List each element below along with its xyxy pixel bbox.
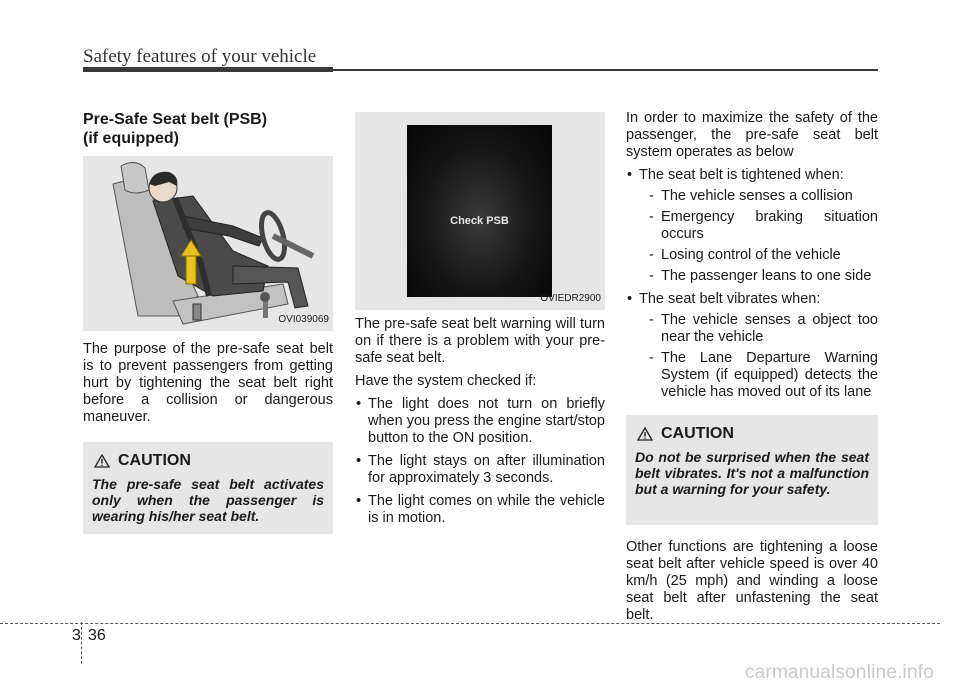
driver-seat-illustration: [83, 156, 333, 331]
page-number: 36: [88, 627, 106, 644]
running-header: Safety features of your vehicle: [83, 46, 317, 67]
header-rule-thin: [333, 69, 878, 71]
sub-list-item: - The passenger leans to one side: [649, 268, 872, 284]
figure-code: OVI039069: [278, 314, 329, 325]
list-item: • The seat belt vibrates when: - The vehicle senses a object too near the vehicle - The Lane Departure Warning System (if equipped) detects the vehicle has moved out of its lane: [626, 291, 878, 401]
caution-text: The pre-safe seat belt activates only when the passenger is wearing his/her seat belt.: [92, 476, 324, 524]
body-paragraph: Have the system checked if:: [355, 373, 537, 389]
sub-list-item: - The Lane Departure Warning System (if equipped) detects the vehicle has moved out of its lane: [649, 350, 878, 400]
footer-rule: [0, 623, 940, 624]
section-number: 3: [72, 627, 81, 644]
cluster-display-figure: [355, 112, 605, 310]
sub-list-item: - The vehicle senses a object too near the vehicle: [649, 312, 878, 345]
check-psb-message: Check PSB: [450, 215, 509, 227]
body-paragraph: The purpose of the pre-safe seat belt is to prevent passengers from getting hurt by tightening the seat belt right before a collision or dangerous maneuver.: [83, 341, 333, 425]
watermark: carmanualsonline.info: [744, 662, 934, 683]
sub-list: [639, 312, 878, 401]
caution-label: CAUTION: [661, 425, 734, 442]
list-item: • The seat belt is tightened when: - The vehicle senses a collision - Emergency braking situation occurs - Losing control of the vehicle - The passenger leans to one side: [626, 167, 878, 285]
seatbelt-illustration: [83, 156, 333, 331]
list-item: • The light stays on after illumination for approximately 3 seconds.: [355, 453, 605, 487]
section-title: Pre-Safe Seat belt (PSB) (if equipped): [83, 111, 268, 147]
warning-icon: [94, 454, 110, 468]
sub-list: [639, 188, 878, 285]
sub-list-item: - The vehicle senses a collision: [649, 188, 853, 204]
body-paragraph: In order to maximize the safety of the passenger, the pre-safe seat belt system operates as below: [626, 110, 878, 160]
body-paragraph: Other functions are tightening a loose seat belt after vehicle speed is over 40 km/h (25 mph) and winding a loose seat belt after unfastening the seat belt.: [626, 539, 878, 623]
bullet-list: [626, 167, 878, 401]
footer-divider: [81, 622, 82, 664]
caution-box: [626, 415, 878, 525]
figure-code: OVIEDR2900: [540, 293, 601, 304]
body-paragraph: The pre-safe seat belt warning will turn on if there is a problem with your pre-safe seat belt.: [355, 316, 605, 366]
column-middle: [355, 112, 605, 527]
caution-box: [83, 442, 333, 534]
header-rule: [83, 67, 333, 72]
caution-text: Do not be surprised when the seat belt vibrates. It's not a malfunction but a warning for your safety.: [635, 449, 869, 497]
caution-label: CAUTION: [118, 452, 191, 469]
sub-list-item: - Losing control of the vehicle: [649, 247, 841, 263]
warning-icon: [637, 427, 653, 441]
column-left: [83, 110, 333, 534]
list-item: • The light does not turn on briefly when you press the engine start/stop button to the ON position.: [355, 396, 605, 447]
cluster-display: [407, 125, 552, 297]
list-item: • The light comes on while the vehicle is in motion.: [355, 493, 605, 527]
bullet-list: [355, 396, 605, 527]
column-right: [626, 110, 878, 624]
sub-list-item: - Emergency braking situation occurs: [649, 209, 878, 242]
